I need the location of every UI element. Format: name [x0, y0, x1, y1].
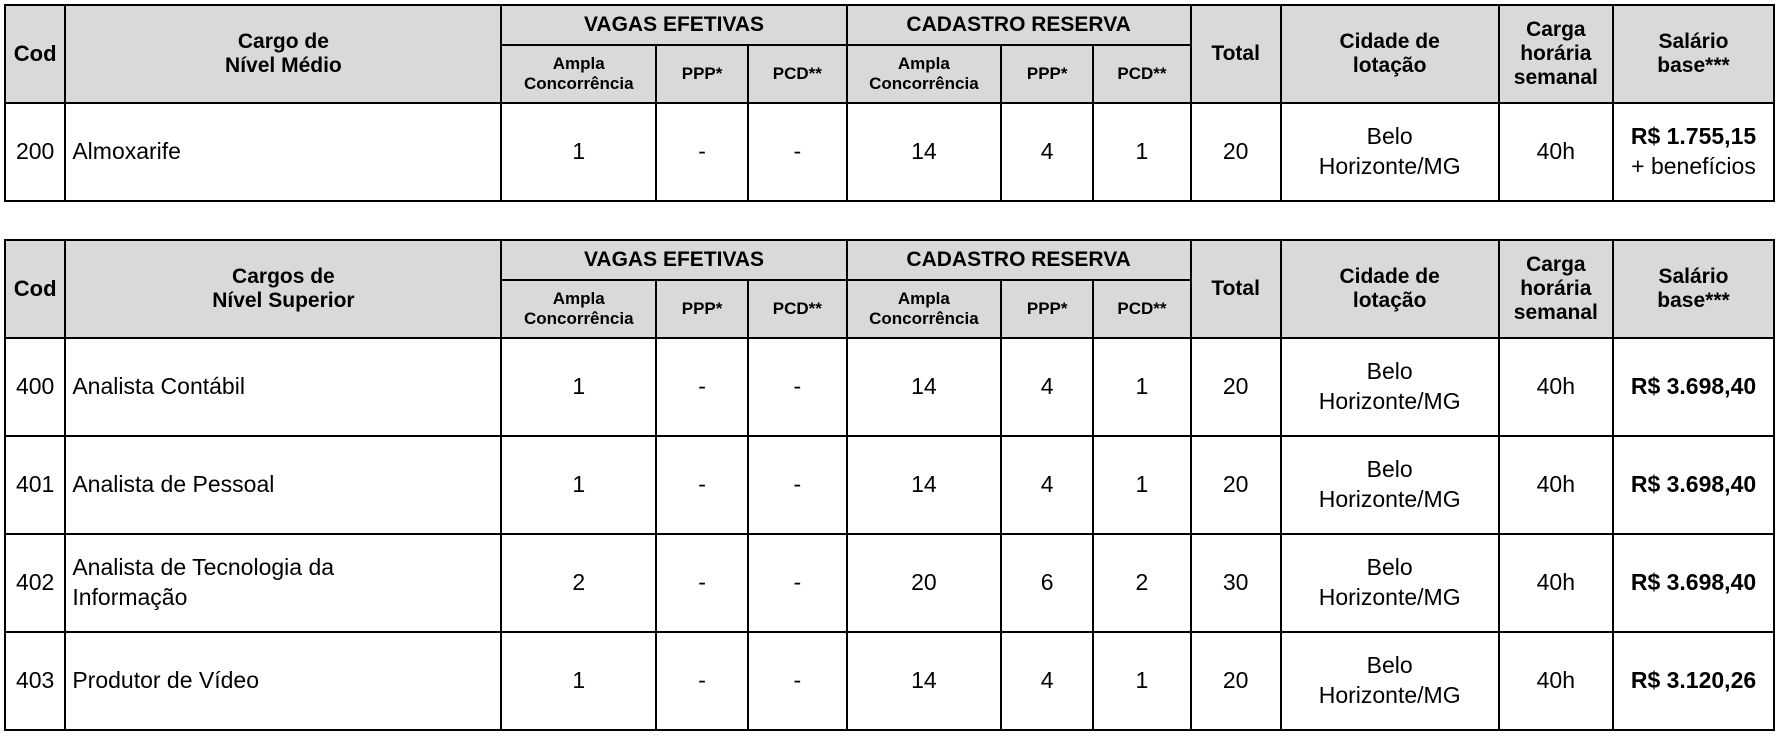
- header-cidade: [1281, 5, 1499, 103]
- cell-total: 20: [1191, 436, 1281, 534]
- cell-ve-pcd: -: [748, 103, 846, 201]
- header-salario-line1: Salário: [1658, 264, 1729, 288]
- header-cargo: [65, 5, 501, 103]
- header-ve-ppp: PPP*: [656, 45, 748, 103]
- header-cod: Cod: [5, 240, 65, 338]
- cell-cargo: [65, 534, 501, 632]
- header-cr-pcd: PCD**: [1093, 45, 1190, 103]
- header-carga-line2: horária: [1520, 41, 1592, 65]
- header-ampla-line2: Concorrência: [523, 74, 634, 93]
- cell-cr-pcd: 1: [1093, 338, 1190, 436]
- cell-salario: R$ 3.698,40: [1613, 338, 1774, 436]
- cargo-line1: Analista de Pessoal: [72, 471, 275, 498]
- cell-cr-ampla: 14: [847, 436, 1002, 534]
- cell-ve-ampla: 1: [501, 436, 656, 534]
- table-nivel-medio: [4, 4, 1775, 202]
- header-total: Total: [1191, 240, 1281, 338]
- cell-cr-pcd: 1: [1093, 103, 1190, 201]
- header-cargo: [65, 240, 501, 338]
- cidade-line2: Horizonte/MG: [1318, 486, 1461, 512]
- cell-ve-ppp: -: [656, 338, 748, 436]
- header-ampla-line1: Ampla: [552, 54, 605, 74]
- cidade-line2: Horizonte/MG: [1318, 682, 1461, 708]
- header-ampla-line1: Ampla: [897, 289, 950, 309]
- header-ampla-line2: Concorrência: [523, 309, 634, 328]
- header-cr-ppp: PPP*: [1001, 280, 1093, 338]
- header-ampla-line2: Concorrência: [869, 74, 979, 93]
- cargo-line1: Analista de Tecnologia da: [72, 554, 335, 581]
- header-salario-line1: Salário: [1658, 29, 1729, 53]
- cell-cr-ppp: 4: [1001, 338, 1093, 436]
- header-cargo-line2: Nível Superior: [212, 289, 355, 312]
- cell-total: 20: [1191, 103, 1281, 201]
- cell-cr-ppp: 4: [1001, 436, 1093, 534]
- cargo-line1: Produtor de Vídeo: [72, 667, 260, 694]
- header-cidade-line1: Cidade de: [1339, 264, 1440, 288]
- cell-cr-pcd: 1: [1093, 632, 1190, 730]
- salario-beneficios: + benefícios: [1631, 153, 1756, 179]
- cell-total: 20: [1191, 338, 1281, 436]
- header-cargo-line1: Cargo de: [237, 29, 329, 53]
- cell-carga: 40h: [1499, 534, 1613, 632]
- cell-carga: 40h: [1499, 632, 1613, 730]
- cidade-line1: Belo: [1366, 123, 1413, 150]
- cell-ve-ppp: -: [656, 632, 748, 730]
- table-row: [5, 338, 1774, 436]
- header-cr-pcd: PCD**: [1093, 280, 1190, 338]
- cell-cod: 403: [5, 632, 65, 730]
- cell-ve-ppp: -: [656, 534, 748, 632]
- cell-cidade: [1281, 632, 1499, 730]
- cell-ve-ampla: 1: [501, 103, 656, 201]
- cell-carga: 40h: [1499, 338, 1613, 436]
- header-cidade-line2: lotação: [1352, 54, 1427, 77]
- header-carga: [1499, 5, 1613, 103]
- cell-salario: R$ 3.698,40: [1613, 436, 1774, 534]
- header-cr-ampla: [847, 280, 1002, 338]
- cell-cr-ampla: 14: [847, 338, 1002, 436]
- cell-cr-ampla: 14: [847, 103, 1002, 201]
- header-total: Total: [1191, 5, 1281, 103]
- header-vagas-efetivas: VAGAS EFETIVAS: [501, 240, 846, 280]
- cell-cidade: [1281, 436, 1499, 534]
- header-salario-line2: base***: [1657, 54, 1730, 77]
- header-ve-ampla: [501, 45, 656, 103]
- cell-cidade: [1281, 338, 1499, 436]
- header-carga: [1499, 240, 1613, 338]
- cell-cr-ppp: 4: [1001, 103, 1093, 201]
- header-ve-pcd: PCD**: [748, 45, 846, 103]
- header-cidade-line1: Cidade de: [1339, 29, 1440, 53]
- header-vagas-efetivas: VAGAS EFETIVAS: [501, 5, 846, 45]
- header-cr-ampla: [847, 45, 1002, 103]
- header-salario-line2: base***: [1657, 289, 1730, 312]
- header-ampla-line2: Concorrência: [869, 309, 979, 328]
- header-carga-line1: Carga: [1526, 252, 1586, 276]
- cell-ve-ampla: 1: [501, 632, 656, 730]
- cidade-line2: Horizonte/MG: [1318, 584, 1461, 610]
- cell-total: 30: [1191, 534, 1281, 632]
- cidade-line1: Belo: [1366, 358, 1413, 385]
- cell-cidade: [1281, 103, 1499, 201]
- cidade-line2: Horizonte/MG: [1318, 153, 1461, 179]
- cidade-line1: Belo: [1366, 456, 1413, 483]
- header-ampla-line1: Ampla: [897, 54, 950, 74]
- table-row: [5, 103, 1774, 201]
- cell-cargo: [65, 338, 501, 436]
- cell-total: 20: [1191, 632, 1281, 730]
- header-cidade: [1281, 240, 1499, 338]
- cell-cr-ppp: 6: [1001, 534, 1093, 632]
- header-ampla-line1: Ampla: [552, 289, 605, 309]
- cell-cod: 400: [5, 338, 65, 436]
- header-cod: Cod: [5, 5, 65, 103]
- cell-cod: 402: [5, 534, 65, 632]
- header-cadastro-reserva: CADASTRO RESERVA: [847, 240, 1191, 280]
- header-cidade-line2: lotação: [1352, 289, 1427, 312]
- table-row: [5, 632, 1774, 730]
- table-body-superior: [5, 338, 1774, 730]
- cell-ve-ampla: 1: [501, 338, 656, 436]
- header-cr-ppp: PPP*: [1001, 45, 1093, 103]
- header-ve-ampla: [501, 280, 656, 338]
- table-nivel-superior: [4, 239, 1775, 731]
- header-cargo-line2: Nível Médio: [225, 54, 342, 77]
- cell-cr-ampla: 14: [847, 632, 1002, 730]
- cell-cr-ampla: 20: [847, 534, 1002, 632]
- cell-cargo: Almoxarife: [65, 103, 501, 201]
- header-carga-line3: semanal: [1513, 66, 1598, 90]
- cell-ve-ppp: -: [656, 103, 748, 201]
- header-ve-pcd: PCD**: [748, 280, 846, 338]
- cell-cidade: [1281, 534, 1499, 632]
- cell-salario: R$ 3.698,40: [1613, 534, 1774, 632]
- header-carga-line3: semanal: [1513, 301, 1598, 325]
- header-cargo-line1: Cargos de: [232, 264, 335, 288]
- cell-cr-pcd: 1: [1093, 436, 1190, 534]
- cell-carga: 40h: [1499, 436, 1613, 534]
- cell-carga: 40h: [1499, 103, 1613, 201]
- cell-cr-pcd: 2: [1093, 534, 1190, 632]
- header-ve-ppp: PPP*: [656, 280, 748, 338]
- cargo-line1: Analista Contábil: [72, 373, 245, 400]
- cidade-line1: Belo: [1366, 652, 1413, 679]
- cell-ve-pcd: -: [748, 632, 846, 730]
- cell-cod: 200: [5, 103, 65, 201]
- cell-ve-pcd: -: [748, 534, 846, 632]
- cell-ve-pcd: -: [748, 338, 846, 436]
- cell-cargo: [65, 436, 501, 534]
- cell-salario: [1613, 103, 1774, 201]
- header-carga-line2: horária: [1520, 276, 1592, 300]
- header-cadastro-reserva: CADASTRO RESERVA: [847, 5, 1191, 45]
- cell-cargo: [65, 632, 501, 730]
- cell-ve-pcd: -: [748, 436, 846, 534]
- header-salario: [1613, 240, 1774, 338]
- cidade-line1: Belo: [1366, 554, 1413, 581]
- cargo-line2: Informação: [72, 584, 188, 610]
- header-carga-line1: Carga: [1526, 17, 1586, 41]
- header-salario: [1613, 5, 1774, 103]
- table-row: [5, 436, 1774, 534]
- cell-cod: 401: [5, 436, 65, 534]
- cell-ve-ppp: -: [656, 436, 748, 534]
- table-row: [5, 534, 1774, 632]
- cidade-line2: Horizonte/MG: [1318, 388, 1461, 414]
- salario-value: R$ 1.755,15: [1630, 123, 1757, 150]
- cell-cr-ppp: 4: [1001, 632, 1093, 730]
- cell-salario: R$ 3.120,26: [1613, 632, 1774, 730]
- cell-ve-ampla: 2: [501, 534, 656, 632]
